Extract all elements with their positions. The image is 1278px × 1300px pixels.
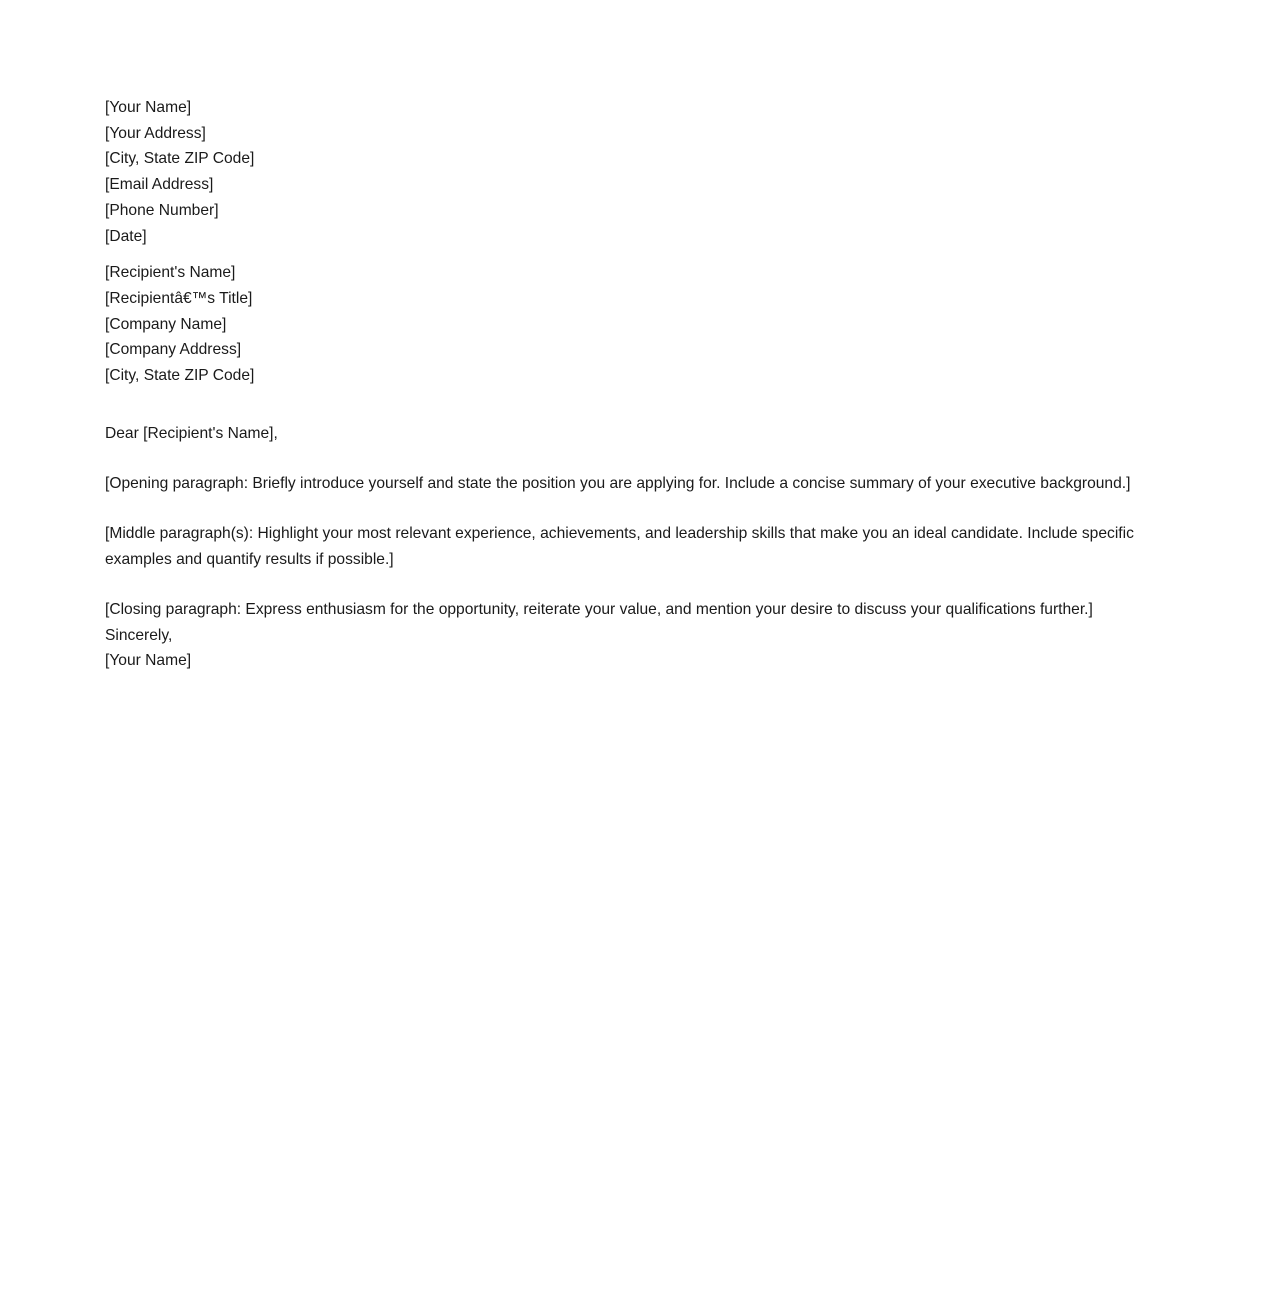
sender-city-state-zip: [City, State ZIP Code] bbox=[105, 150, 255, 168]
recipient-name: [Recipient's Name] bbox=[105, 264, 236, 282]
opening-paragraph: [Opening paragraph: Briefly introduce yourself and state the position you are applying for. Include a concise summary of your executive background.] bbox=[105, 474, 1131, 492]
recipient-city-state-zip: [City, State ZIP Code] bbox=[105, 367, 255, 385]
middle-paragraph: [Middle paragraph(s): Highlight your most relevant experience, achievements, and leadership skills that make you an ideal candidate. Include specific examples and quantify results if possible.] bbox=[105, 525, 1134, 568]
sender-address-block bbox=[105, 95, 1167, 249]
recipient-address-block bbox=[105, 260, 1167, 389]
sender-phone: [Phone Number] bbox=[105, 201, 219, 219]
recipient-company-name: [Company Name] bbox=[105, 315, 227, 333]
sender-name: [Your Name] bbox=[105, 99, 192, 116]
cover-letter-body bbox=[105, 95, 1167, 674]
recipient-company-address: [Company Address] bbox=[105, 341, 242, 359]
closing-salutation: Sincerely, bbox=[105, 626, 173, 644]
recipient-title: [Recipientâ€™s Title] bbox=[105, 289, 253, 307]
sender-address: [Your Address] bbox=[105, 124, 206, 142]
letter-date: [Date] bbox=[105, 227, 147, 245]
signature-name: [Your Name] bbox=[105, 652, 192, 670]
salutation: Dear [Recipient's Name], bbox=[105, 424, 278, 442]
sender-email: [Email Address] bbox=[105, 176, 214, 194]
closing-paragraph: [Closing paragraph: Express enthusiasm for the opportunity, reiterate your value, and mention your desire to discuss your qualifications further.] bbox=[105, 601, 1093, 619]
